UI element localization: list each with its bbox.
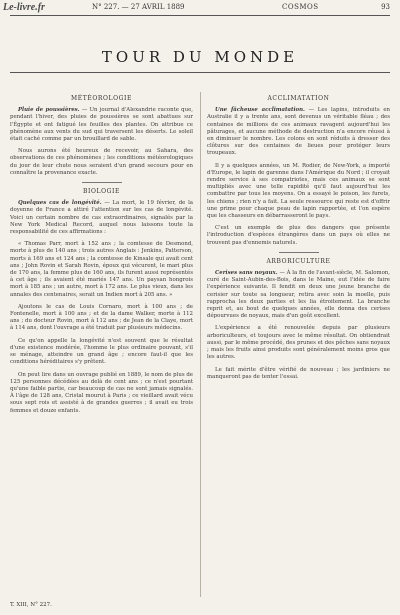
issue-date: N° 227. — 27 AVRIL 1889 — [92, 3, 185, 11]
article-paragraph: Nous aurons été heureux de recevoir, au Sahara, des observations de ces phénomènes ; les conditions météorologiques du jour de leur chute nous seraient d'un grand secours pour en connaître la provenance exacte. — [10, 148, 193, 176]
article-paragraph: Ce qu'on appelle la longévité n'est souvent que le résultat d'une existence modérée, l'homme le plus ordinaire pouvant, s'il se ménage, atteindre un grand âge ; encore faut-il que les conditions héréditaires s'y prêtent. — [10, 337, 193, 366]
journal-name: COSMOS — [282, 3, 319, 11]
section-heading-biologie: BIOLOGIE — [83, 188, 120, 196]
page-title: TOUR DU MONDE — [101, 48, 299, 66]
column-separator — [200, 92, 201, 597]
section-divider — [279, 252, 319, 253]
article-paragraph: Cerises sans noyaux. — À la fin de l'avant-siècle, M. Salomon, curé de Saint-Aubin-des-Bois, dans le Maine, eut l'idée de faire l'expérience suivante. Il fendit en deux une jeune branche de cerisier sur toute sa longueur, retira avec soin la moelle, puis rapprocha les deux parties et les lia étroitement. La branche reprit et, au bout de quelques années, elle donna des cerises dépourvues de noyaux, mais d'un goût excellent. — [207, 270, 390, 320]
article-paragraph: On peut lire dans un ouvrage publié en 1889, le nom de plus de 125 personnes décédées au delà de cent ans ; ce n'est pourtant qu'une faible partie, car beaucoup de cas ne sont jamais signalés. À l'âge de 128 ans, Cristal mourut à Paris ; ce vieillard avait vécu sous sept rois et assisté à de grandes guerres ; il avait eu trois femmes et douze enfants. — [10, 371, 193, 414]
article-paragraph: Pluie de poussières. — Un journal d'Alexandrie raconte que, pendant l'hiver, des pluies de poussières se sont abattues sur l'Égypte et ont fatigué les feuilles des plantes. On attribue ce phénomène aux vents du sud qui traversent les déserts. Le soleil était caché comme par un brouillard de sable. — [10, 107, 194, 143]
title-rule — [10, 72, 390, 73]
article-paragraph: C'est un exemple de plus des dangers que présente l'introduction d'espèces étrangères dans un pays où elles ne trouvent pas d'ennemis naturels. — [207, 225, 390, 246]
article-paragraph: Quelques cas de longévité. — La mort, le 19 février, de la doyenne de France a attiré l'attention sur les cas de longévité. Voici un certain nombre de cas extraordinaires, signalés par la New York Medical Record, auquel nous laissons toute la responsabilité de ces affirmations : — [10, 200, 194, 236]
article-paragraph: « Thomas Parr, mort à 152 ans ; la comtesse de Desmond, morte à plus de 140 ans ; trois autres Anglais : Jenkins, Patterson, morts à 169 ans et 124 ans ; la comtesse de Kinsale qui avait cent ans ; John Rovin et Sarah Rovin, époux qui vécurent, le mari plus de 170 ans, la femme plus de 160 ans, ils furent aussi représentés à cet âge ; ils avaient été mariés 147 ans. Un paysan hongrois mort à 185 ans ; un autre, mort à 172 ans. Le plus vieux, dans les annales des centenaires, serait un Indien mort à 205 ans. » — [10, 241, 193, 298]
article-paragraph: Il y a quelques années, un M. Rodier, de New-York, a importé d'Europe, le lapin de garenne dans l'Amérique du Nord ; il croyait rendre service à ses compatriotes, mais ces animaux se sont multipliés avec une telle rapidité qu'il faut aujourd'hui les combattre par tous les moyens. On a essayé le poison, les furets, les chiens ; rien n'y a fait. La seule ressource qui reste est d'offrir une prime pour chaque peau de lapin rapportée, et l'on espère que les chasseurs en débarrasseront le pays. — [207, 162, 390, 220]
article-paragraph: Une fâcheuse acclimatation. — Les lapins, introduits en Australie il y a trente ans, sont devenus un véritable fléau ; des centaines de millions de ces animaux ravagent aujourd'hui les pâturages, et aucune méthode de destruction n'a encore réussi à en diminuer le nombre. Les colons en sont réduits à dresser des clôtures sur des centaines de lieues pour protéger leurs troupeaux. — [207, 107, 390, 157]
right-column — [207, 95, 390, 386]
section-divider — [82, 182, 122, 183]
section-heading-meteorologie: MÉTÉOROLOGIE — [71, 95, 132, 102]
watermark-logo: Le-livre.fr — [3, 2, 45, 13]
left-column — [10, 95, 193, 420]
section-heading-acclimatation: ACCLIMATATION — [267, 95, 330, 102]
article-paragraph: L'expérience a été renouvelée depuis par plusieurs arboriculteurs, et toujours avec le même résultat. On obtiendrait aussi, par le même procédé, des prunes et des pêches sans noyaux ; mais les fruits ainsi produits sont généralement moins gros que les autres. — [207, 325, 390, 361]
running-header — [92, 2, 390, 14]
section-heading-arboriculture: ARBORICULTURE — [266, 257, 331, 265]
page-number: 93 — [381, 3, 390, 11]
article-paragraph: Le fait mérite d'être vérifié de nouveau ; les jardiniers ne manqueront pas de tenter l'essai. — [207, 366, 390, 380]
page-footer: T. XIII, N° 227. — [10, 602, 52, 608]
article-paragraph: Ajoutons le cas de Louis Cornaro, mort à 100 ans ; de Fontenelle, mort à 100 ans ; et de la dame Walker, morte à 112 ans ; du docteur Rovin, mort à 112 ans ; de Jean de la Claye, mort à 114 ans, dont l'ouvrage a été traduit par plusieurs médecins. — [10, 303, 193, 332]
header-rule — [10, 15, 390, 16]
